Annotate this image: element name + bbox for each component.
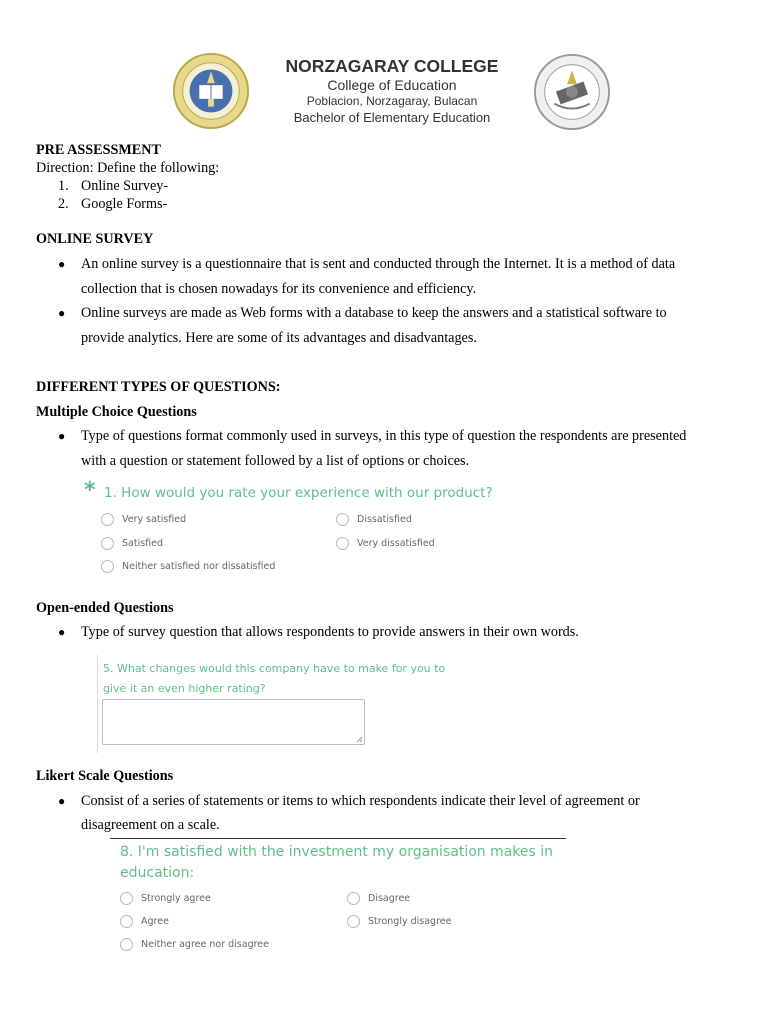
mc-option[interactable]: Very satisfied [101,513,186,527]
online-survey-bullet-2-line1: Online surveys are made as Web forms with a database to keep the answers and a statistical software to [81,305,667,321]
radio-button[interactable] [120,892,133,905]
radio-button[interactable] [120,915,133,928]
radio-button[interactable] [101,560,114,573]
pre-assessment-heading: PRE ASSESSMENT [36,142,161,158]
radio-button[interactable] [120,938,133,951]
mc-option[interactable]: Neither satisfied nor dissatisfied [101,560,275,574]
multiple-choice-heading: Multiple Choice Questions [36,404,197,420]
radio-button[interactable] [347,892,360,905]
program-name: Bachelor of Elementary Education [293,110,491,125]
list-number: 2. [58,196,69,212]
norzagaray-college-logo [172,52,250,130]
online-survey-bullet-1-line1: An online survey is a questionnaire that is sent and conducted through the Internet. It is a method of data [81,256,676,272]
multiple-choice-desc-line2: with a question or statement followed by a list of options or choices. [81,453,470,469]
college-name: NORZAGARAY COLLEGE [285,56,499,76]
multiple-choice-desc-line1: Type of questions format commonly used in surveys, in this type of question the respondents are presented [81,428,687,444]
question-types-heading: DIFFERENT TYPES OF QUESTIONS: [36,379,281,395]
radio-button[interactable] [101,537,114,550]
likert-desc-line2: disagreement on a scale. [81,817,220,833]
college-of-education-logo [533,53,611,131]
likert-heading: Likert Scale Questions [36,768,174,784]
open-ended-desc: Type of survey question that allows respondents to provide answers in their own words. [81,624,579,640]
required-asterisk: * [84,478,96,503]
likert-option[interactable]: Strongly agree [120,892,211,906]
radio-button[interactable] [336,537,349,550]
mc-option[interactable]: Satisfied [101,537,163,551]
bullet-glyph: ● [58,625,66,639]
list-item: Online Survey- [81,178,169,194]
oe-question-line1: 5. What changes would this company have to make for you to [103,662,446,675]
radio-button[interactable] [336,513,349,526]
bullet-glyph: ● [58,429,66,443]
bullet-glyph: ● [58,794,66,808]
likert-option[interactable]: Agree [120,915,169,929]
bullet-glyph: ● [58,306,66,320]
answer-textarea[interactable] [102,699,365,745]
list-item: Google Forms- [81,196,168,212]
online-survey-bullet-1-line2: collection that is chosen nowadays for its convenience and efficiency. [81,281,477,297]
mc-option[interactable]: Dissatisfied [336,513,412,527]
online-survey-heading: ONLINE SURVEY [36,231,154,247]
letterhead [260,56,524,126]
likert-option[interactable]: Disagree [347,892,410,906]
department-name: College of Education [327,77,457,93]
online-survey-bullet-2-line2: provide analytics. Here are some of its advantages and disadvantages. [81,330,477,346]
form-top-divider [110,838,566,839]
likert-question-line2: education: [120,865,195,881]
radio-button[interactable] [101,513,114,526]
college-address: Poblacion, Norzagaray, Bulacan [306,94,478,108]
likert-option[interactable]: Neither agree nor disagree [120,938,269,952]
likert-question-line1: 8. I'm satisfied with the investment my organisation makes in [120,844,554,860]
bullet-glyph: ● [58,257,66,271]
pre-assessment-direction: Direction: Define the following: [36,160,220,176]
list-number: 1. [58,178,69,194]
oe-question-line2: give it an even higher rating? [103,682,266,695]
open-ended-heading: Open-ended Questions [36,600,174,616]
form-left-border [97,655,98,753]
likert-desc-line1: Consist of a series of statements or items to which respondents indicate their level of agreement or [81,793,640,809]
mc-question-title: 1. How would you rate your experience with our product? [104,485,493,501]
radio-button[interactable] [347,915,360,928]
likert-option[interactable]: Strongly disagree [347,915,451,929]
resize-handle-icon[interactable] [356,736,363,743]
mc-option[interactable]: Very dissatisfied [336,537,435,551]
